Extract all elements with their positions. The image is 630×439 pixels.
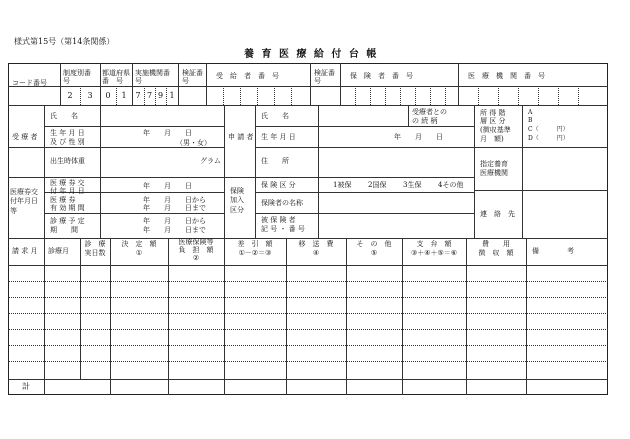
applicant-dob-label: 生 年 月 日 — [261, 133, 296, 141]
digit: 1 — [121, 91, 127, 100]
patient-sex-label: 及 び 性 別 — [50, 138, 85, 146]
designated-label-2: 医療機関 — [480, 169, 508, 177]
insured-label-2: 記 号 ・ 番 号 — [261, 225, 305, 233]
seido-label: 制度別番 号 — [63, 69, 98, 86]
col-days-l1: 診 療 — [84, 240, 106, 248]
patient-sex-value: （男・女） — [176, 139, 211, 147]
col-decided-l1: 決 定 額 — [121, 240, 157, 248]
patient-dob-value: 年 月 日 — [143, 129, 192, 137]
plan-label-1: 診 療 予 定 — [50, 217, 85, 225]
patient-dob-label: 生 年 月 日 — [50, 129, 85, 137]
col-paid-l2: ③＋④＋⑤＝⑥ — [410, 249, 458, 257]
digit: 7 — [146, 91, 153, 100]
issue-label-1: 医 療 券 交 — [50, 179, 85, 187]
col-days-l2: 実日数 — [84, 249, 106, 257]
insured-label-1: 被 保 険 者 — [261, 216, 296, 224]
income-d: D（ 円） — [528, 135, 569, 142]
birth-weight-label: 出生時体重 — [50, 157, 85, 165]
form-number: 様式第15号（第14条関係） — [14, 37, 115, 46]
valid-label-1: 医 療 券 — [50, 196, 76, 204]
patient-name-label: 氏 名 — [50, 112, 78, 120]
insurance-type-3: 3生保 — [403, 181, 422, 189]
insurance-type-1: 1被保 — [333, 181, 352, 189]
col-treatment-month: 診療月 — [48, 247, 69, 255]
designated-label-1: 指定養育 — [480, 160, 508, 168]
impl-label: 実施機関番 号 — [135, 69, 177, 86]
valid-until: 年 月 日まで — [143, 204, 206, 212]
valid-label-2: 有 効 期 間 — [50, 204, 85, 212]
applicant-dob-value: 年 月 日 — [394, 133, 443, 141]
income-a: A — [528, 109, 533, 116]
dates-section-label: 医療券交付年月日等 — [10, 188, 38, 215]
digit: 1 — [169, 91, 175, 100]
income-label-3: (徴収基準 — [480, 126, 511, 134]
kensho2-label: 検証番号 — [314, 69, 335, 86]
digit: 0 — [105, 91, 111, 100]
digit: 3 — [87, 91, 93, 100]
col-burden-l2: 負 担 額 — [178, 246, 214, 254]
digit: 9 — [157, 91, 164, 100]
income-b: B — [528, 117, 533, 124]
plan-from: 年 月 日から — [143, 217, 206, 225]
col-other-l2: ⑤ — [370, 249, 378, 257]
relation-label-2: の 続 柄 — [412, 117, 438, 125]
col-notes: 備 考 — [532, 247, 574, 255]
applicant-address-label: 住 所 — [261, 157, 289, 165]
insurer-number-label: 保 険 者 番 号 — [350, 72, 413, 80]
recipient-number-label: 受 給 者 番 号 — [216, 72, 279, 80]
insurance-type-2: 2国保 — [368, 181, 387, 189]
col-transfer-l1: 移 送 費 — [298, 240, 334, 248]
plan-until: 年 月 日まで — [143, 226, 206, 234]
col-burden-l1: 医療保険等 — [178, 238, 214, 246]
col-transfer-l2: ④ — [312, 249, 320, 257]
valid-from: 年 月 日から — [143, 196, 206, 204]
facility-number-label: 医 療 機 関 番 号 — [468, 72, 545, 80]
plan-label-2: 期 間 — [50, 226, 78, 234]
relation-label-1: 受療者との — [412, 108, 447, 116]
col-paid-l1: 支 弁 額 — [416, 240, 452, 248]
applicant-name-label: 氏 名 — [261, 112, 289, 120]
applicant-section-label: 申 請 者 — [228, 133, 254, 141]
income-label-1: 所 得 階 — [480, 109, 506, 117]
total-label: 計 — [22, 382, 30, 391]
form-title: 養 育 医 療 給 付 台 帳 — [244, 49, 379, 60]
digit: 2 — [67, 91, 73, 100]
col-decided-l2: ① — [135, 249, 143, 257]
insurance-type-label: 保 険 区 分 — [261, 181, 296, 189]
issue-date-value: 年 月 日 — [143, 182, 192, 190]
insurance-type-4: 4その他 — [438, 181, 464, 189]
col-diff-l1: 差 引 額 — [237, 240, 273, 248]
insurance-section-label: 保険加入区分 — [230, 187, 244, 214]
issue-label-2: 付 年 月 日 — [50, 187, 85, 195]
income-c: C（ 円） — [528, 126, 569, 133]
pref-label: 都道府県番 号 — [102, 69, 130, 86]
col-other-l1: そ の 他 — [356, 240, 392, 248]
insurer-name-label: 保険者の名称 — [261, 199, 303, 207]
col-diff-l2: ①－②＝③ — [238, 249, 272, 257]
kensho-label: 検証番号 — [182, 69, 203, 86]
col-burden-l3: ② — [192, 254, 200, 262]
code-number-label: コード番号 — [12, 79, 47, 87]
contact-label: 連 絡 先 — [480, 210, 515, 218]
col-claim-month: 請 求 月 — [12, 247, 38, 255]
patient-section-label: 受 療 者 — [12, 133, 38, 141]
income-label-4: 月 額) — [480, 135, 504, 143]
income-label-2: 層 区 分 — [480, 117, 506, 125]
col-fee-l1: 費 用 — [482, 240, 510, 248]
col-fee-l2: 徴 収 額 — [478, 249, 514, 257]
birth-weight-unit: グラム — [200, 157, 221, 165]
digit: 7 — [135, 91, 141, 100]
